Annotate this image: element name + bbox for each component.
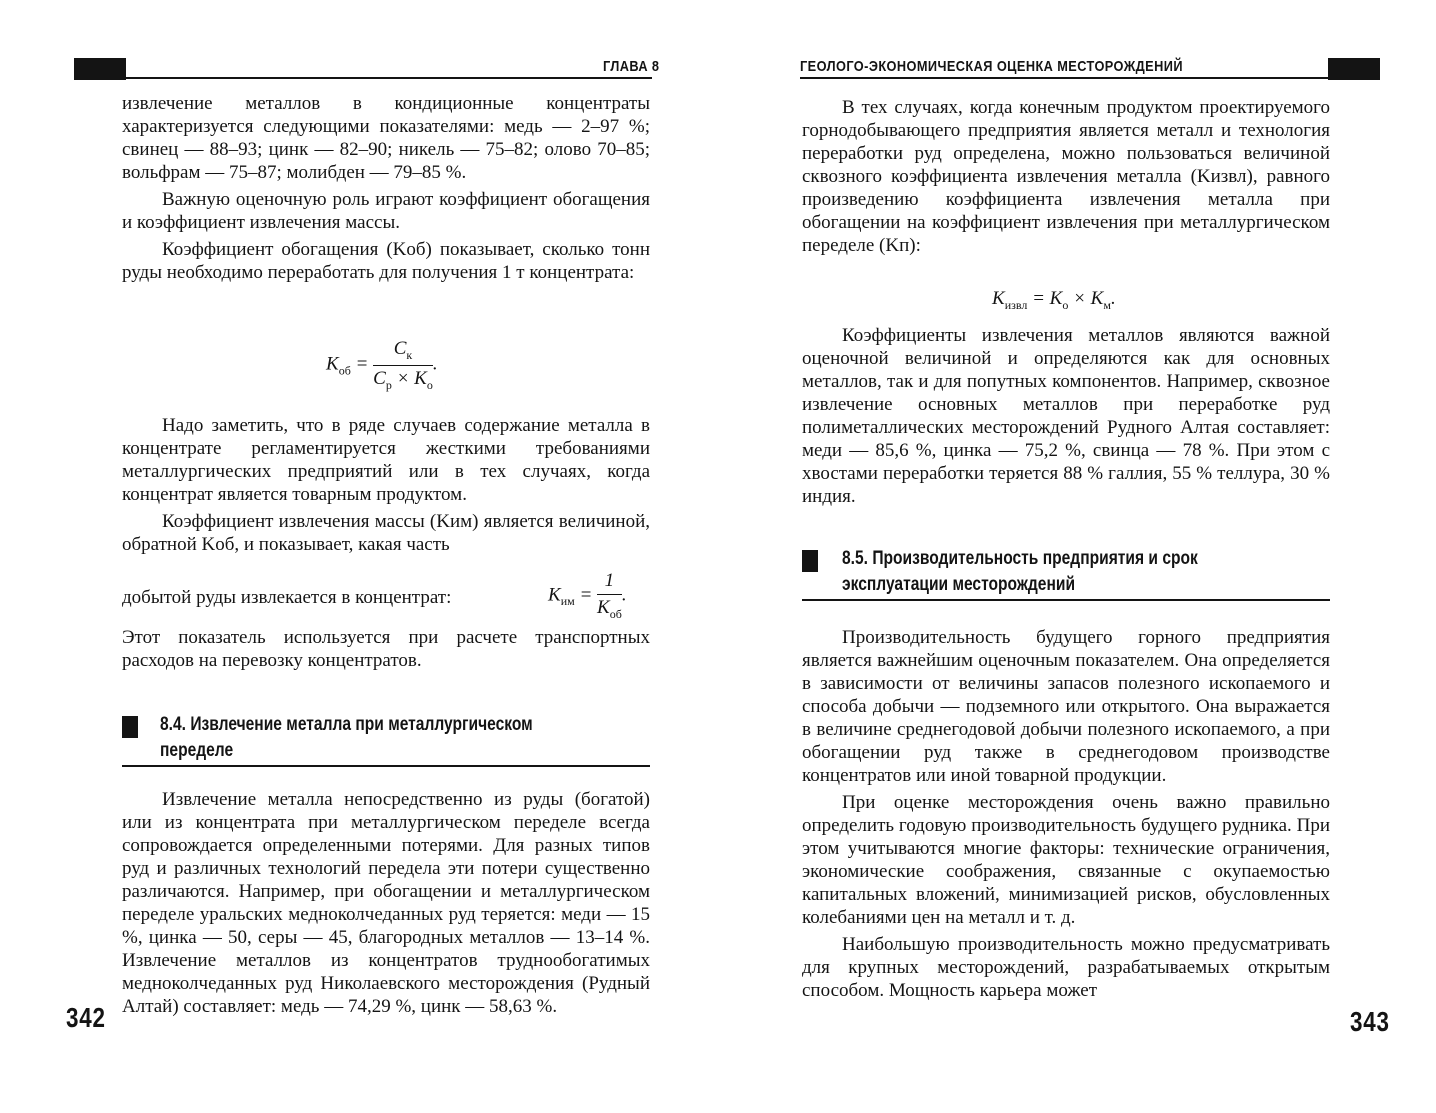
formula-k-izvl: $K_{извл} = K_о \times K_м$. xyxy=(992,288,1116,312)
header-rule xyxy=(800,77,1330,79)
section-title-line: 8.5. Производительность предприятия и срок xyxy=(842,548,1198,569)
section-title-line: переделе xyxy=(160,740,234,761)
paragraph: Этот показатель используется при расчете транспортных расходов на перевозку концентратов. xyxy=(122,627,650,671)
paragraph: извлечение металлов в кондиционные концентраты характеризуется следующими показателями: медь — 2–97 %; свинец — 88–93; цинк — 82–90; никель — 75–82; олово 70–85; вольфрам — 75–87; молибден — 79–85 %. xyxy=(122,93,650,183)
header-block xyxy=(1328,58,1380,80)
paragraph: Извлечение металла непосредственно из руды (богатой) или из концентрата при металлургическом переделе всегда сопровождается определенными потерями. Для разных типов руд и различных технологий передела эти потери существенно различаются. Например, при обогащении и металлургическом переделе уральских медноколчеданных руд теряется: меди — 15 %, цинка — 50, серы — 45, благородных металлов — 13–14 %. Извлечение металлов из концентратов труднообогатимых медноколчеданных руд Николаевского месторождения (Рудный Алтай) составляет: медь — 74,29 %, цинк — 58,63 %. xyxy=(122,789,650,1017)
left-text-line xyxy=(122,586,542,609)
right-text-block-3 xyxy=(802,626,1330,1002)
section-marker xyxy=(802,550,818,572)
section-rule xyxy=(802,599,1330,601)
left-text-block-1 xyxy=(122,92,650,284)
paragraph: добытой руды извлекается в концентрат: xyxy=(122,587,452,608)
left-text-block-2 xyxy=(122,414,650,556)
page-number: 343 xyxy=(1350,1006,1390,1037)
formula-k-ob: $K_{об}$ = $\frac{C_к}{C_р \times K_о}$ . xyxy=(326,338,438,392)
paragraph: Надо заметить, что в ряде случаев содержание металла в концентрате регламентируется жесткими требованиями металлургических предприятий или в тех случаях, когда концентрат является товарным продуктом. xyxy=(122,415,650,505)
running-head: ГЛАВА 8 xyxy=(603,58,660,75)
paragraph: Коэффициент обогащения (Kоб) показывает, сколько тонн руды необходимо переработать для получения 1 т концентрата: xyxy=(122,239,650,283)
running-head: ГЕОЛОГО-ЭКОНОМИЧЕСКАЯ ОЦЕНКА МЕСТОРОЖДЕНИЙ xyxy=(800,58,1183,75)
paragraph: При оценке месторождения очень важно правильно определить годовую производительность будущего рудника. При этом учитываются многие факторы: технические ограничения, экономические соображения, связанные с окупаемостью капитальных вложений, минимизацией рисков, обусловленных колебаниями цен на металл и т. д. xyxy=(802,792,1330,928)
paragraph: Коэффициент извлечения массы (Kим) является величиной, обратной Kоб, и показывает, какая часть xyxy=(122,511,650,555)
left-text-block-3 xyxy=(122,626,650,672)
paragraph: Коэффициенты извлечения металлов являются важной оценочной величиной и определяются как для основных металлов, так и для попутных компонентов. Например, сквозное извлечение основных металлов при переработке руд полиметаллических месторождений Рудного Алтая составляет: меди — 85,6 %, цинка — 75,2 %, свинца — 78 %. При этом с хвостами переработки теряется 88 % галлия, 55 % теллура, 30 % индия. xyxy=(802,325,1330,507)
paragraph: Важную оценочную роль играют коэффициент обогащения и коэффициент извлечения массы. xyxy=(122,189,650,233)
right-text-block-2 xyxy=(802,324,1330,508)
header-rule xyxy=(126,77,652,79)
page-number: 342 xyxy=(66,1002,106,1033)
paragraph: В тех случаях, когда конечным продуктом проектируемого горнодобывающего предприятия является металл и технология переработки руд определена, можно пользоваться величиной сквозного коэффициента извлечения металла (Kизвл), равного произведению коэффициента извлечения металла при обогащении на коэффициент извлечения при металлургическом переделе (Kп): xyxy=(802,97,1330,256)
right-text-block-1 xyxy=(802,96,1330,257)
formula-k-im: $K_{им}$ = $\frac{1}{K_{об}}$ . xyxy=(548,570,627,621)
section-title-line: эксплуатации месторождений xyxy=(842,574,1076,595)
header-block xyxy=(74,58,126,80)
section-title-line: 8.4. Извлечение металла при металлургическом xyxy=(160,714,533,735)
section-marker xyxy=(122,716,138,738)
paragraph: Производительность будущего горного предприятия является важнейшим оценочным показателем. Она определяется в зависимости от величины запасов полезного ископаемого и способа добычи — подземного или открытого. Она выражается в величине среднегодовой добычи полезного ископаемого, а при обогащении руд также в среднегодовом производстве концентратов или иной товарной продукции. xyxy=(802,627,1330,786)
section-heading-8-4 xyxy=(160,712,533,764)
paragraph: Наибольшую производительность можно предусматривать для крупных месторождений, разрабатываемых открытым способом. Мощность карьера может xyxy=(802,934,1330,1001)
section-rule xyxy=(122,765,650,767)
section-heading-8-5 xyxy=(842,546,1198,598)
left-text-block-4 xyxy=(122,788,650,1018)
